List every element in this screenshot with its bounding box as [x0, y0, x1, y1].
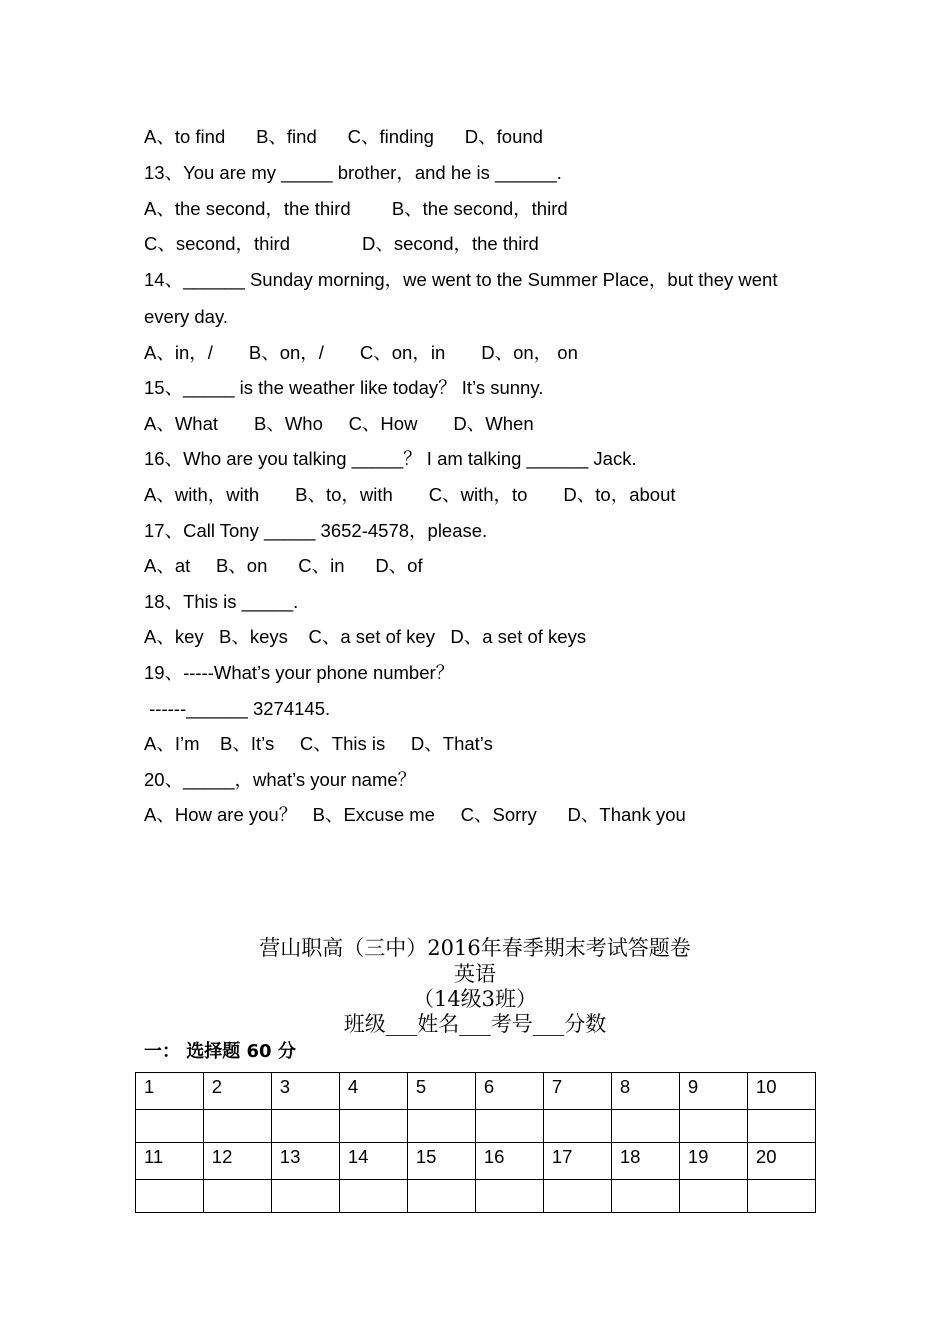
- question-number-cell: 15: [407, 1143, 475, 1180]
- answer-row-2: [136, 1180, 816, 1213]
- answer-cell[interactable]: [339, 1180, 407, 1213]
- question-line-q15-options: A、What B、Who C、How D、When: [144, 413, 534, 434]
- answer-cell[interactable]: [407, 1110, 475, 1143]
- question-number-cell: 20: [747, 1143, 815, 1180]
- answer-cell[interactable]: [271, 1180, 339, 1213]
- question-number-cell: 13: [271, 1143, 339, 1180]
- answer-cell[interactable]: [543, 1110, 611, 1143]
- question-number-cell: 19: [679, 1143, 747, 1180]
- answer-cell[interactable]: [543, 1180, 611, 1213]
- question-number-cell: 14: [339, 1143, 407, 1180]
- question-number-cell: 16: [475, 1143, 543, 1180]
- question-line-q17-options: A、at B、on C、in D、of: [144, 555, 423, 576]
- question-number-cell: 9: [679, 1073, 747, 1110]
- answer-sheet-title: 营山职高（三中）2016年春季期末考试答题卷: [259, 936, 691, 960]
- question-line-q16-options: A、with，with B、to，with C、with，to D、to，about: [144, 484, 676, 505]
- question-number-cell: 6: [475, 1073, 543, 1110]
- answer-cell[interactable]: [475, 1110, 543, 1143]
- question-number-cell: 18: [611, 1143, 679, 1180]
- section-label: 一： 选择题 60 分: [144, 1041, 296, 1062]
- question-line-q13: 13、You are my _____ brother，and he is ______.: [144, 162, 562, 183]
- question-line-q18-options: A、key B、keys C、a set of key D、a set of keys: [144, 626, 587, 647]
- question-line-q12-options: A、to find B、find C、finding D、found: [144, 126, 543, 147]
- question-number-cell: 17: [543, 1143, 611, 1180]
- answer-cell[interactable]: [611, 1110, 679, 1143]
- question-line-q13-opt2: C、second，third D、second，the third: [144, 233, 539, 254]
- question-line-q14-cont: every day.: [144, 306, 228, 327]
- answer-cell[interactable]: [747, 1180, 815, 1213]
- question-number-cell: 7: [543, 1073, 611, 1110]
- question-number-cell: 12: [203, 1143, 271, 1180]
- answer-cell[interactable]: [407, 1180, 475, 1213]
- answer-row-1: [136, 1110, 816, 1143]
- answer-cell[interactable]: [679, 1180, 747, 1213]
- question-number-cell: 3: [271, 1073, 339, 1110]
- question-number-cell: 5: [407, 1073, 475, 1110]
- question-line-q14: 14、______ Sunday morning，we went to the Summer Place，but they went: [144, 269, 778, 290]
- question-line-q16: 16、Who are you talking _____？ I am talking ______ Jack.: [144, 448, 637, 469]
- answer-sheet-fields: 班级___姓名___考号___分数: [343, 1012, 607, 1036]
- answer-cell[interactable]: [339, 1110, 407, 1143]
- answer-grid: [135, 1072, 816, 1213]
- answer-cell[interactable]: [611, 1180, 679, 1213]
- question-number-cell: 4: [339, 1073, 407, 1110]
- number-row-2: [136, 1143, 816, 1180]
- question-line-q18: 18、This is _____.: [144, 591, 299, 612]
- question-line-q17: 17、Call Tony _____ 3652-4578，please.: [144, 520, 488, 541]
- question-number-cell: 11: [136, 1143, 204, 1180]
- question-line-q15: 15、_____ is the weather like today？ It’s sunny.: [144, 377, 544, 398]
- question-line-q20: 20、_____，what’s your name？: [144, 769, 417, 790]
- question-line-q19-options: A、I’m B、It’s C、This is D、That’s: [144, 733, 493, 754]
- question-line-q13-opt1: A、the second，the third B、the second，third: [144, 198, 568, 219]
- number-row-1: [136, 1073, 816, 1110]
- answer-sheet-class: （14级3班）: [412, 987, 538, 1011]
- answer-cell[interactable]: [747, 1110, 815, 1143]
- question-line-q19: 19、-----What’s your phone number？: [144, 662, 455, 683]
- answer-sheet-subject: 英语: [454, 962, 496, 986]
- answer-cell[interactable]: [136, 1110, 204, 1143]
- question-number-cell: 10: [747, 1073, 815, 1110]
- question-line-q20-options: A、How are you？ B、Excuse me C、Sorry D、Thank you: [144, 804, 686, 825]
- question-number-cell: 8: [611, 1073, 679, 1110]
- answer-cell[interactable]: [271, 1110, 339, 1143]
- answer-cell[interactable]: [475, 1180, 543, 1213]
- answer-cell[interactable]: [136, 1180, 204, 1213]
- question-line-q19-answer: ------______ 3274145.: [144, 698, 331, 719]
- question-number-cell: 2: [203, 1073, 271, 1110]
- question-line-q14-options: A、in，/ B、on，/ C、on，in D、on， on: [144, 342, 578, 363]
- question-number-cell: 1: [136, 1073, 204, 1110]
- answer-cell[interactable]: [203, 1110, 271, 1143]
- answer-cell[interactable]: [203, 1180, 271, 1213]
- answer-cell[interactable]: [679, 1110, 747, 1143]
